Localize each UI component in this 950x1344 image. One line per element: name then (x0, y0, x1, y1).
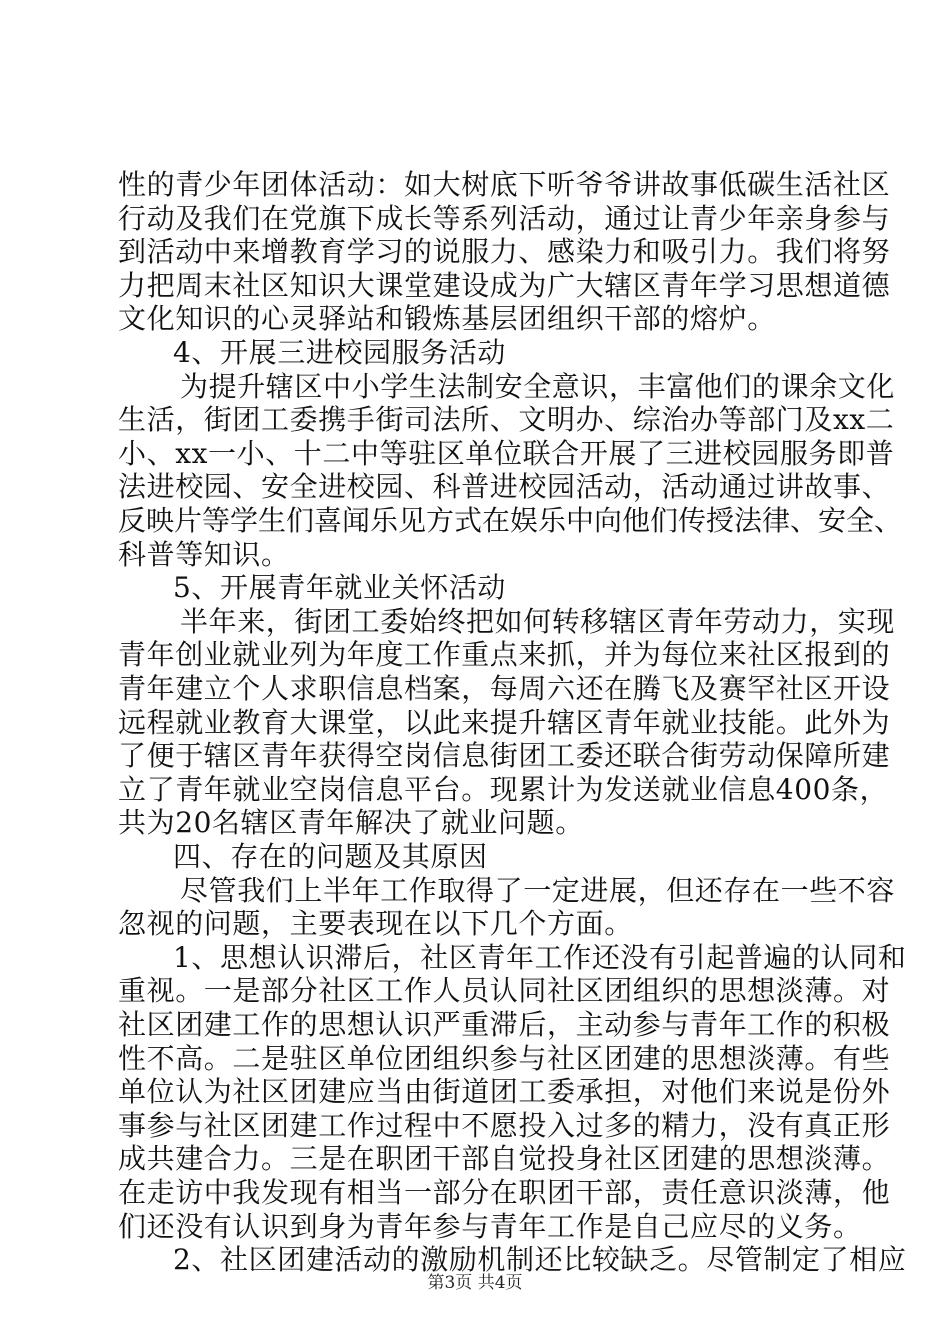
text-line: 们还没有认识到身为青年参与青年工作是自己应尽的义务。 (118, 1209, 862, 1243)
text-line: 社区团建工作的思想认识严重滞后，主动参与青年工作的积极 (118, 1008, 891, 1041)
text-line: 性的青少年团体活动：如大树底下听爷爷讲故事低碳生活社区 (118, 168, 891, 201)
section-heading: 5、开展青年就业关怀活动 (173, 571, 507, 605)
text-line: 力把周末社区知识大课堂建设成为广大辖区青年学习思想道德 (118, 268, 891, 302)
text-line: 反映片等学生们喜闻乐见方式在娱乐中向他们传授法律、安全、 (118, 504, 903, 537)
text-line: 生活，街团工委携手街司法所、文明办、综治办等部门及xx二 (118, 403, 895, 437)
text-line: 2、社区团建活动的激励机制还比较缺乏。尽管制定了相应 (173, 1243, 907, 1277)
text-line: 性不高。二是驻区单位团组织参与社区团建的思想淡薄。有些 (118, 1041, 891, 1075)
text-line: 在走访中我发现有相当一部分在职团干部，责任意识淡薄，他 (118, 1176, 891, 1209)
text-line: 远程就业教育大课堂，以此来提升辖区青年就业技能。此外为 (118, 705, 891, 739)
text-line: 了便于辖区青年获得空岗信息街团工委还联合街劳动保障所建 (118, 739, 891, 773)
text-line: 事参与社区团建工作过程中不愿投入过多的精力，没有真正形 (118, 1108, 891, 1142)
text-line: 单位认为社区团建应当由街道团工委承担，对他们来说是份外 (118, 1075, 891, 1109)
text-line: 文化知识的心灵驿站和锻炼基层团组织干部的熔炉。 (118, 302, 776, 336)
text-line: 1、思想认识滞后，社区青年工作还没有引起普遍的认同和 (173, 940, 907, 974)
section-heading: 四、存在的问题及其原因 (173, 840, 488, 873)
text-line: 行动及我们在党旗下成长等系列活动，通过让青少年亲身参与 (118, 201, 891, 235)
page-footer: 第3页 共4页 (427, 1273, 523, 1293)
text-line: 科普等知识。 (118, 537, 290, 571)
text-line: 忽视的问题，主要表现在以下几个方面。 (118, 907, 633, 941)
text-line: 青年建立个人求职信息档案，每周六还在腾飞及赛罕社区开设 (118, 672, 891, 705)
text-line: 半年来，街团工委始终把如何转移辖区青年劳动力，实现 (180, 604, 896, 638)
text-line: 青年创业就业列为年度工作重点来抓，并为每位来社区报到的 (118, 638, 891, 672)
text-line: 尽管我们上半年工作取得了一定进展，但还存在一些不容 (180, 873, 896, 907)
section-heading: 4、开展三进校园服务活动 (173, 336, 507, 369)
text-line: 到活动中来增教育学习的说服力、感染力和吸引力。我们将努 (118, 235, 891, 269)
text-line: 重视。一是部分社区工作人员认同社区团组织的思想淡薄。对 (118, 974, 891, 1008)
text-line: 共为20名辖区青年解决了就业问题。 (118, 806, 584, 840)
text-line: 成共建合力。三是在职团干部自觉投身社区团建的思想淡薄。 (118, 1142, 891, 1176)
text-line: 为提升辖区中小学生法制安全意识，丰富他们的课余文化 (180, 369, 896, 403)
text-line: 法进校园、安全进校园、科普进校园活动，活动通过讲故事、 (118, 470, 891, 504)
text-line: 立了青年就业空岗信息平台。现累计为发送就业信息400条， (118, 772, 889, 806)
text-line: 小、xx一小、十二中等驻区单位联合开展了三进校园服务即普 (118, 436, 895, 470)
